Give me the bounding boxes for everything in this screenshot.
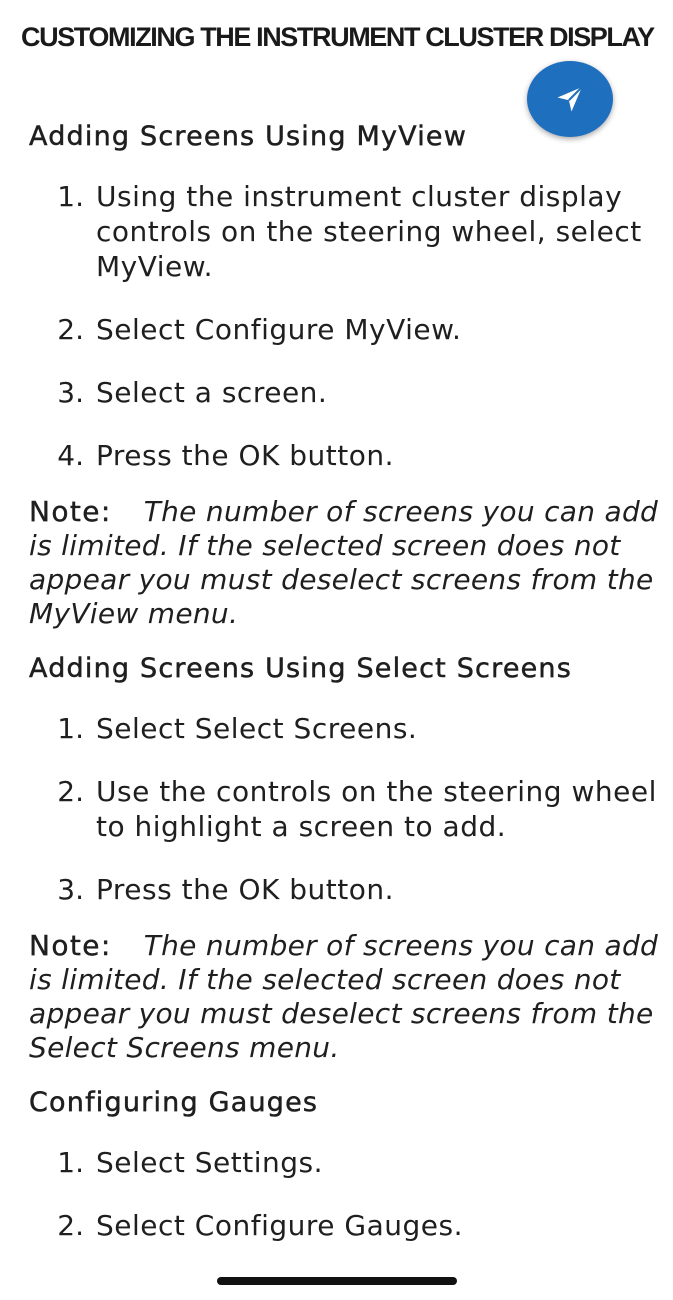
step-text: Press the OK button. <box>96 439 394 472</box>
step-number: 2. <box>57 313 84 346</box>
list-item <box>29 438 659 473</box>
section-title: Adding Screens Using MyView <box>29 121 467 152</box>
list-item <box>29 711 659 746</box>
note <box>29 495 669 631</box>
step-text: Select Configure MyView. <box>96 313 462 346</box>
note-label: Note: <box>29 929 112 962</box>
page-title: CUSTOMIZING THE INSTRUMENT CLUSTER DISPLAY <box>21 22 654 52</box>
step-number: 2. <box>57 775 84 808</box>
list-item <box>29 312 659 347</box>
step-number: 3. <box>57 376 84 409</box>
section-gauges <box>29 1083 659 1243</box>
step-number: 3. <box>57 873 84 906</box>
section-title: Adding Screens Using Select Screens <box>29 653 573 684</box>
step-text: Press the OK button. <box>96 873 394 906</box>
steps-list <box>29 711 659 907</box>
step-text: Select Settings. <box>96 1146 324 1179</box>
step-number: 1. <box>57 180 84 213</box>
step-number: 1. <box>57 1146 84 1179</box>
send-icon <box>555 84 585 114</box>
section-myview <box>29 117 659 631</box>
note <box>29 929 669 1065</box>
step-text: Use the controls on the steering wheel to highlight a screen to add. <box>96 775 657 843</box>
list-item <box>29 774 659 844</box>
home-indicator[interactable] <box>217 1277 457 1285</box>
step-text: Using the instrument cluster display controls on the steering wheel, select MyView. <box>96 180 642 283</box>
steps-list <box>29 1145 659 1243</box>
section-select-screens <box>29 649 659 1065</box>
step-number: 4. <box>57 439 84 472</box>
list-item <box>29 1208 659 1243</box>
list-item <box>29 1145 659 1180</box>
list-item <box>29 375 659 410</box>
step-text: Select Configure Gauges. <box>96 1209 463 1242</box>
note-text: The number of screens you can add is limited. If the selected screen does not appear you must deselect screens from the Select Screens menu. <box>29 929 659 1064</box>
step-text: Select Select Screens. <box>96 712 418 745</box>
note-label: Note: <box>29 495 112 528</box>
manual-content <box>29 117 659 1271</box>
steps-list <box>29 179 659 473</box>
list-item <box>29 179 659 284</box>
section-title: Configuring Gauges <box>29 1087 319 1118</box>
note-text: The number of screens you can add is limited. If the selected screen does not appear you must deselect screens from the MyView menu. <box>29 495 659 630</box>
step-number: 2. <box>57 1209 84 1242</box>
step-number: 1. <box>57 712 84 745</box>
step-text: Select a screen. <box>96 376 328 409</box>
list-item <box>29 872 659 907</box>
